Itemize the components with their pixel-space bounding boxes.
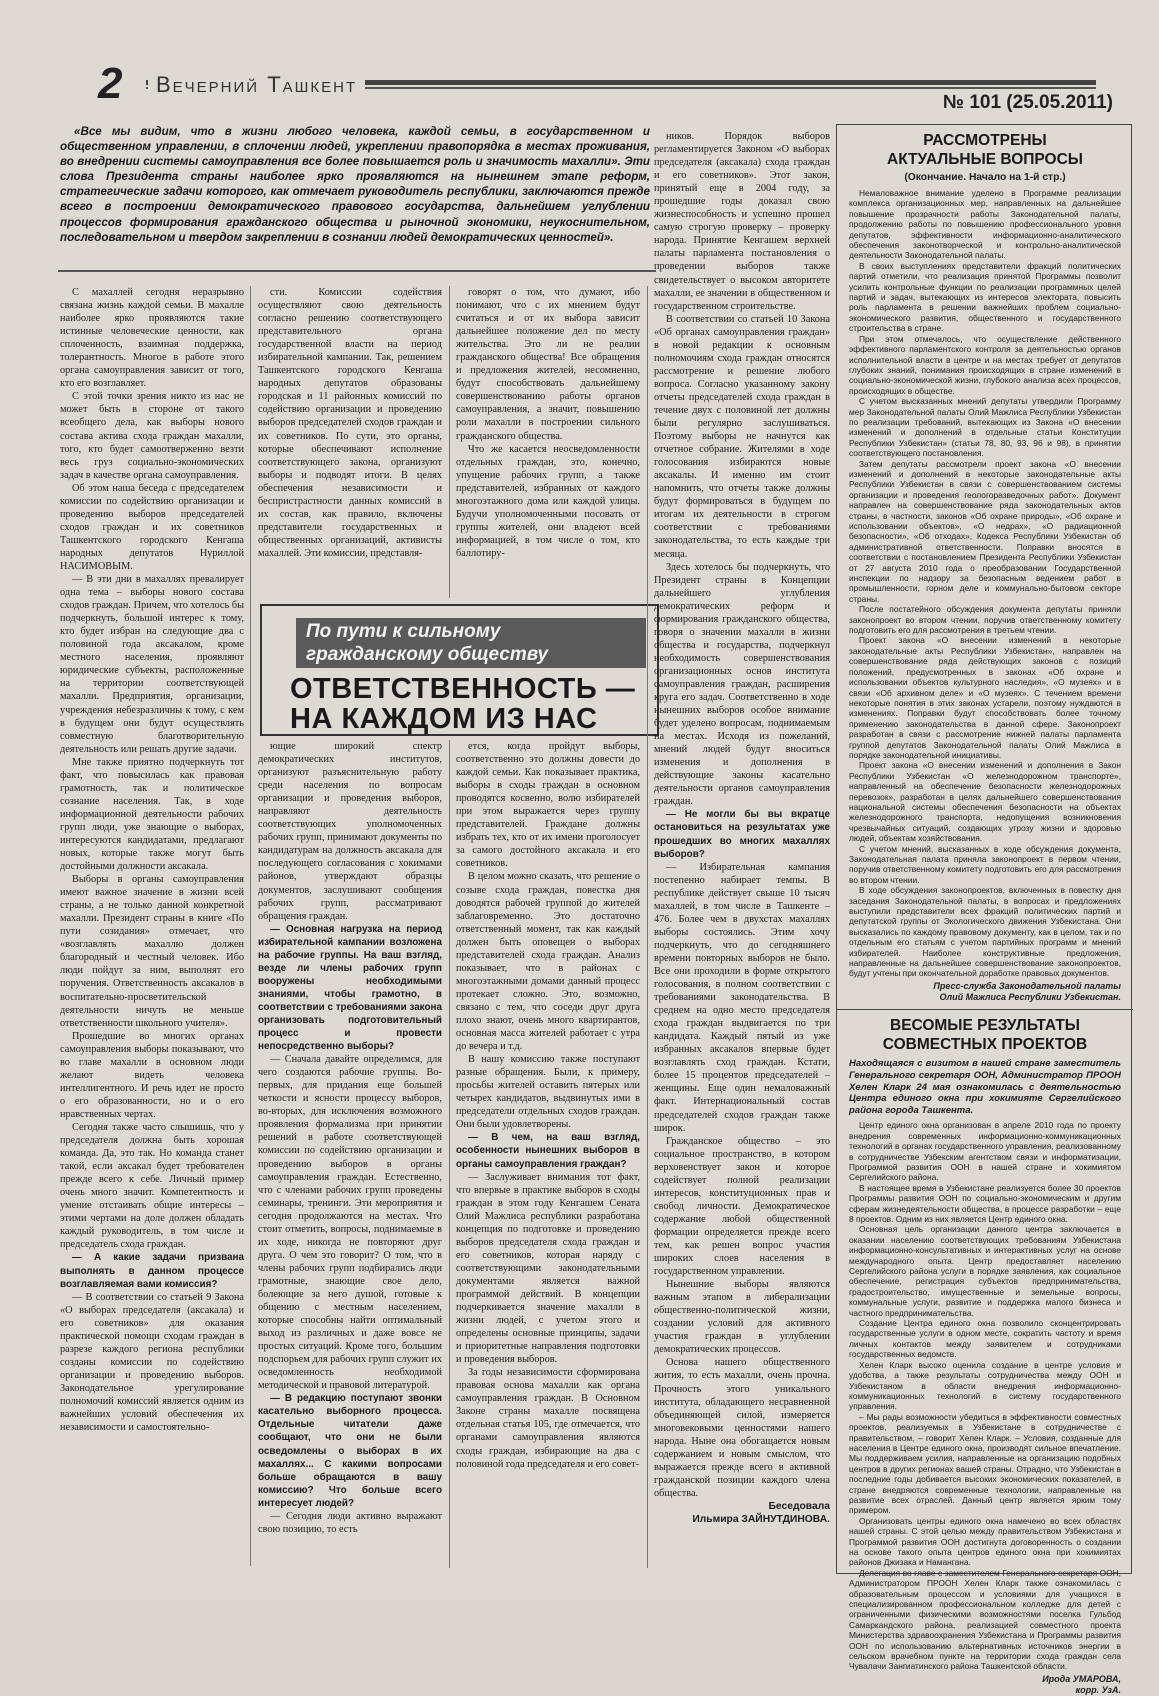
column-divider <box>449 286 450 598</box>
signature-name: Ильмира ЗАЙНУТДИНОВА. <box>692 1513 830 1525</box>
paragraph: Об этом наша беседа с председателем комиссии по содействию организации и проведению выборов председателей сходов граждан и их советников Ташкентского городского Кенгаша народных депутатов Нуриллой НАСИМОВЫМ. <box>60 482 244 572</box>
sidebar-divider <box>837 1009 1133 1011</box>
paragraph: Основа нашего общественного жития, то есть махалли, очень прочна. Прочность этого уникального института, обладающего несравненной объединяющей силой, измеряется многовековыми ценностями нашего народа. Ныне она обогащается новым содержанием и новым смыслом, что выражается прежде всего в активной гражданской позиции каждого члена общества. <box>654 1357 830 1499</box>
column-divider <box>250 286 251 1566</box>
paragraph: — Сегодня люди активно выражают свою позицию, то есть <box>258 1510 442 1535</box>
paragraph: В ходе обсуждения законопроектов, включенных в повестку дня заседания Законодательной палаты, в вопросах и предложениях выступили представители всех фракций политических партий и депутатской группы от Экологического движения Узбекистана. Они высказались по каждому правовому документу, как в целом, так и по отдельным его статьям с учетом партийных программ и мнений избирателей. Наиболее конструктивные предложения, направленные на дальнейшее совершенствование законопроектов, будут учтены при окончательной доработке правовых документов. <box>849 885 1121 979</box>
paragraph: Что же касается неосведомленности отдельных граждан, это, конечно, упущение рабочих групп, а также представителей, избранных от каждого многоэтажного дома или каждой улицы. Будучи уполномоченными посовать от группы жителей, они владеют всей информацией, в том числе о том, кто баллотиру- <box>456 443 640 559</box>
paragraph: В целом можно сказать, что решение о созыве схода граждан, повестка дня доводятся рабочей группой до жителей заблаговременно. Это достаточно ответственный момент, так как каждый должен быть оповещен о выборах представителей схода граждан. Анализ показывает, что в районах с многоэтажными домами данный процесс протекает сложно. Это, возможно, связано с тем, что соседи друг друга плохо знают, очень много квартирантов, основная масса жителей работает с утра до вечера и т.д. <box>456 871 640 1053</box>
paragraph: За годы независимости сформирована правовая основа махалли как органа самоуправления граждан. В Основном Законе страны махалле посвящена отдельная статья 105, где отмечается, что органами самоуправления являются сходы граждан, избирающие на два с половиной года председателя и его совет- <box>456 1367 640 1470</box>
paragraph: Мне также приятно подчеркнуть тот факт, что повысилась как правовая грамотность, так и политическое сознание населения. Так, в ходе информационной деятельности рабочих групп люди, уже знающие о выборах, интересуются кандидатами, предлагают новых, которые также могут быть достойными должности аксакала. <box>60 756 244 873</box>
paragraph: ников. Порядок выборов регламентируется Законом «О выборах председателя (аксакала) схода граждан и его советников». Этот закон, принятый еще в 2004 году, за прошедшие годы доказал свою жизнеспособность и успешно прошел самую строгую проверку – проверку народа. Принятие Кенгашем верхней палаты парламента постановления о проведении выборов также свидетельствует о высоком авторитете махалли, ее значении в общественном и государственном строительстве. <box>654 131 830 312</box>
sidebar-story-2-title: ВЕСОМЫЕ РЕЗУЛЬТАТЫ СОВМЕСТНЫХ ПРОЕКТОВ <box>882 1017 1088 1054</box>
headline-box <box>260 604 659 736</box>
paragraph: — А какие задачи призвана выполнять в данном процессе возглавляемая вами комиссия? <box>60 1252 244 1290</box>
paragraph: Здесь хотелось бы подчеркнуть, что Президент страны в Концепции дальнейшего углубления демократических реформ и формирования гражданского общества, говоря о значении махалли в жизни общества и государства, подчеркнул необходимость совершенствования организационных основ института самоуправления граждан, расширения круга его задач. Соответственно в ходе нынешних выборов особое внимание будет уделено вопросам, поднимаемым на местах. Исходя из пожеланий, мнений людей будут вноситься изменения и дополнения в действующие законы касательно деятельности органов самоуправления граждан. <box>654 561 830 808</box>
sidebar-news <box>836 124 1132 1695</box>
sidebar-story-1-title: РАССМОТРЕНЫ АКТУАЛЬНЫЕ ВОПРОСЫ <box>887 132 1083 168</box>
issue-number: № 101 (25.05.2011) <box>935 92 1113 114</box>
paragraph: — Избирательная кампания постепенно набирает темпы. В республике действует свыше 10 тысяч махаллей, в том числе в Ташкенте – 476. Более чем в двухстах махаллях выборы состоялись. Этим хочу подчеркнуть, что до сегодняшнего времени повторных выборов не было. Все они проходили в форме открытого голосования, в полном соответствии с требованиями законодательства. В среднем на одно место председателя схода граждан выдвигается по три кандидата. Каждый пятый из уже избранных аксакалов впервые будет возглавлять сход граждан. Кстати, более 15 процентов председателей – женщины. Еще один немаловажный факт. Интернациональный состав председателей сходов граждан также широк. <box>654 861 830 1134</box>
paragraph: Гражданское общество – это социальное пространство, в котором верховенствует закон и которое содействует полной реализации интересов, конституционных прав и свобод личности. Демократическое содержание любой общественной формации определяется прежде всего тем, как решен вопрос участия широких слоев населения в государственном управлении. <box>654 1135 830 1278</box>
article-intro: «Все мы видим, что в жизни любого человека, каждой семьи, в государственном и общественном управлении, в сплочении людей, укреплении правопорядка в местах проживания, во внедрении системы самоуправления все более повышается роль и значимость махалли». Эти слова Президента страны наиболее ярко проявляются на нынешнем этапе реформ, стратегические задачи которого, как отмечает руководитель республики, заключаются прежде всего в построении демократического правового государства, дальнейшем углублении процессов формирования гражданского общества и рыночной экономики, неукоснительном, последовательном и твердом закреплении в сознании людей демократических ценностей». <box>60 125 650 244</box>
paragraph: Прошедшие во многих органах самоуправления выборы показывают, что во главе махалли в основном люди желают видеть человека интеллигентного. И речь идет не просто о его образованности, но и о его нравственных чертах. <box>60 1030 244 1120</box>
paragraph: — В редакцию поступают звонки касательно выборного процесса. Отдельные читатели даже сообщают, что они не были осведомлены о выборах в их махаллях... С какими вопросами больше обращаются в вашу комиссию? Что больше всего интересует людей? <box>258 1393 442 1509</box>
paragraph: В соответствии со статьей 10 Закона «Об органах самоуправления граждан» в новой редакции к основным полномочиям схода граждан относятся рассмотрение и решение любого вопроса. Согласно указанному закону отчеты председателей схода граждан в течение двух с половиной лет должны были регулярно заслушиваться. Поэтому выборы не начнутся как отчетное собрание. Жителями в ходе голосования избираются новые аксакалы. И именно им стоит напомнить, что отчеты также должны будут формироваться в будущем по итогам их деятельности в строгом соответствии с требованиями законодательства, то есть каждые три месяца. <box>654 313 830 560</box>
paragraph: Нынешние выборы являются важным этапом в либерализации общественно-политической жизни, создании условий для активного участия граждан в углублении демократических процессов. <box>654 1279 830 1356</box>
paragraph: — В соответствии со статьей 9 Закона «О выборах председателя (аксакала) и его советников» для оказания практической помощи сходам граждан в разрезе каждого региона республики созданы комиссии по содействию организации и проведению выборов. Законодательное урегулирование полномочий комиссий является одним из важнейших условий обеспечения их независимости и самостоятельно- <box>60 1291 244 1434</box>
paragraph: — Основная нагрузка на период избирательной кампании возложена на рабочие группы. На ваш взгляд, везде ли члены рабочих групп вооружены необходимыми знаниями, чтобы грамотно, в соответствии с требованиями закона организовать подготовительный процесс и провести непосредственно выборы? <box>258 923 442 1053</box>
paragraph: С учетом высказанных мнений депутаты утвердили Программу мер Законодательной палаты Олий Мажлиса Республики Узбекистан по реализации требований, вытекающих из Закона «О внесении изменений и дополнений в отдельные статьи Конституции Республики Узбекистан» (статьи 78, 80, 93, 96 и 98), в принятии соответствующего постановления. <box>849 396 1121 459</box>
paragraph: ющие широкий спектр демократических институтов, организуют разъяснительную работу среди населения по вопросам организации и проведения выборов, направляют деятельность соответствующих уполномоченных рабочих групп, принимают документы по кандидатурам на должность аксакала для последующего согласования с хокимами районов, утверждают образцы документов, заслушивают сообщения рабочих групп, рассматривают обращения граждан. <box>258 741 442 922</box>
sidebar-story-2-lead: Находящаяся с визитом в нашей стране заместитель Генерального секретаря ООН, Администратор ПРООН Хелен Кларк 24 мая ознакомилась с деятельностью Центра единого окна при хокимияте Сергелийского района города Ташкента. <box>849 1058 1121 1116</box>
sidebar-story-1-body <box>849 188 1121 979</box>
paragraph: говорят о том, что думают, ибо понимают, что с их мнением будут считаться и от их выбора зависит дальнейшее положение дел по месту жительства. Это ли не реалии гражданского общества! Все обращения и предложения жителей, несомненно, будут способствовать дальнейшему совершенствованию работы органов самоуправления, а значит, повышению роли махалли в построении сильного гражданского общества. <box>456 287 640 442</box>
paragraph: Создание Центра единого окна позволило сконцентрировать государственные услуги в одном месте, сократить частоту и время личных контактов между заявителем и сотрудниками государственных ведомств. <box>849 1318 1121 1360</box>
paragraph: При этом отмечалось, что осуществление действенного эффективного парламентского контроля за деятельностью органов исполнительной власти в центре и на местах требует от депутатов глубоких знаний, понимания происходящих в стране изменений в социально-экономической жизни, глубокого анализа всех процессов, происходящих в обществе. <box>849 333 1121 396</box>
newspaper-name: Вечерний Ташкент <box>148 72 365 98</box>
article-column-3-top <box>456 286 640 598</box>
paragraph: С этой точки зрения никто из нас не может быть в стороне от такого всеобщего дела, как выборы нового состава актива схода граждан махалли, того, кто будет самоотверженно везти весь груз социально-экономических задач в качестве органа самоуправления. <box>60 391 244 481</box>
masthead <box>58 59 1133 113</box>
article-column-2-bottom <box>258 740 442 1568</box>
paragraph: Проект закона «О внесении изменений и дополнения в Закон Республики Узбекистан «О железнодорожном транспорте», направленный на обеспечение безопасности железнодорожных перевозок», разработан в целях дальнейшего совершенствования национальной системы обеспечения безопасности на объектах железнодорожного транспорта, недопущения возникновения чрезвычайных ситуаций, создающих угрозу жизни и здоровью людей, объектам хозяйствования. <box>849 760 1121 844</box>
paragraph: — Сначала давайте определимся, для чего создаются рабочие группы. Во-первых, для придания еще большей четкости и ясности процессу выборов, во-вторых, для исключения возможного проявления формализма при принятии решений в работе соответствующей комиссии по содействию организации и проведению выборов в органы самоуправления граждан. Естественно, что с членами рабочих групп проведены семинары, тренинги. Эти мероприятия и сегодня продолжаются на местах. Что стоит отметить, вопросы, поднимаемые в их ходе, никогда не повторяют друг друга. О чем это говорит? О том, что в члены рабочих групп подбирались люди грамотные, знающие свое дело, болеющие за него душой, готовые к общению с местным населением, которые способны найти оптимальный выход из различных и даже вовсе не простых ситуаций. Кроме того, большим подспорьем для рабочих групп служит их осведомленность необходимой методической и правовой литературой. <box>258 1054 442 1392</box>
paragraph: Сегодня также часто слышишь, что у председателя должна быть хорошая команда. Да, это так. Но команда станет такой, если аксакал будет требователен прежде всего к себе. Личный пример очень много значит. Компетентность и умение отстаивать общие интересы – этими чертами на доле должен обладать каждый руководитель, в том числе и председатель схода граждан. <box>60 1122 244 1251</box>
signature-role: Беседовала <box>768 1500 830 1512</box>
paragraph: Выборы в органы самоуправления имеют важное значение в жизни всей страны, а не только данной конкретной махалли. Президент страны в книге «По пути созидания» отмечает, что «возглавлять махаллю должен благородный и честный человек. Ибо люди пойдут за ним, выполнят его поручения. Ответственность аксакалов в воспитательно-просветительской деятельности ничуть не меньше ответственности школьного учителя». <box>60 874 244 1029</box>
paragraph: С учетом мнений, высказанных в ходе обсуждения документа, Законодательная палата приняла законопроект в первом чтении, поручив ответственному комитету подготовить его для рассмотрения во втором чтении. <box>849 843 1121 885</box>
article-column-3-bottom <box>456 740 640 1568</box>
paragraph: После постатейного обсуждения документа депутаты приняли законопроект во втором чтении, поручив ответственному комитету подготовить его для рассмотрения в третьем чтении. <box>849 604 1121 636</box>
paragraph: Затем депутаты рассмотрели проект закона «О внесении изменений и дополнений в некоторые законодательные акты Республики Узбекистан в связи с совершенствованием системы организации и проведения геологоразведочных работ». Документ направлен на совершенствование ряда законодательных актов страны, в частности, законов «Об охране природы», «Об охране и использовании объектов», «О недрах», «О радиационной безопасности», «Об отходах», Кодекса Республики Узбекистан об административной ответственности. Поправки вносятся в соответствии с постановлением Президента Республики Узбекистан от 27 августа 2010 года о преобразовании Государственной инспекции по надзору за безопасным ведением работ в промышленности, горном деле и коммунально-бытовом секторе страны. <box>849 458 1121 604</box>
paragraph: – Мы рады возможности убедиться в эффективности совместных проектов, реализуемых в Узбекистане в сотрудничестве с правительством, – говорит Хелен Кларк. – Условия, созданные для населения в Центре единого окна, производят сильное впечатление. Мы поддерживаем усилия, направленные на организацию подобных центров в других регионах вашей страны. Отрадно, что Узбекистан в последние годы добивается высоких экономических показателей, в стране внедряются современные технологии, направленные на развитие всех отраслей. Данный центр является ярким тому примером. <box>849 1411 1121 1516</box>
paragraph: В настоящее время в Узбекистане реализуется более 30 проектов Программы развития ООН по социально-экономическим и другим сферам жизнедеятельности общества, в процессе разработки – еще 8 проектов. Одним из них является Центр единого окна. <box>849 1182 1121 1224</box>
paragraph: — Заслуживает внимания тот факт, что впервые в практике выборов в сходы граждан в этом году Кенгашем Сената Олий Мажлиса республики разработана концепция по подготовке и проведению выборов председателя схода граждан и его советников, которая наряду с соответствующими законодательными документами является важной программой действий. В концепции подчеркивается значение махалли в жизни людей, с учетом этого и определены основные принципы, задачи и приоритетные направления подготовки и проведения выборов. <box>456 1171 640 1366</box>
article-column-2-top <box>258 286 442 598</box>
article-column-1 <box>60 286 244 1566</box>
intro-divider <box>58 270 656 272</box>
article-signature <box>654 1500 830 1526</box>
paragraph: Делегация во главе с заместителем Генерального секретаря ООН, Администратором ПРООН Хелен Кларк также ознакомилась с образовательным процессом и условиями для учащихся в специализированном профессиональном колледже для детей с ограниченными физическими возможностями поселка Гульбод Самаркандского района, реализацией совместного проекта Министерства здравоохранения Узбекистана и Программы развития ООН по использованию альтернативных источников энергии в сельском врачебном пункте на территории схода граждан села Чувалачи Зангиатинского района Ташкентской области. <box>849 1567 1121 1672</box>
column-divider <box>449 740 450 1568</box>
sidebar-story-2-body <box>849 1120 1121 1672</box>
paragraph: Центр единого окна организован в апреле 2010 года по проекту внедрения современных информационно-коммуникационных технологий в органах государственного управления, реализованному в сотрудничестве Узбекским агентством связи и информатизации, Программой развития ООН в нашей стране и хокимиятом Сергелийского района. <box>849 1120 1121 1183</box>
paragraph: — В эти дни в махаллях превалирует одна тема – выборы нового состава сходов граждан. Причем, что хотелось бы подчеркнуть, большой интерес к тому, кто будет избран на следующие два с половиной года аксакалом, кроме местного населения, проявляют юридические субъекты, расположенные на территории соответствующей махалли. Предприятия, организации, учреждения небезразличны к тому, с кем в будущем они будут осуществлять совместную благотворительную деятельность или решать другие задачи. <box>60 574 244 755</box>
paragraph: Организовать центры единого окна намечено во всех областях нашей страны. С этой целью между правительством Узбекистана и Программой развития ООН достигнута договоренность о создании на основе такого опыта центров единого окна при хокимиятах районов Джизака и Наманганa. <box>849 1515 1121 1568</box>
sidebar-story-2-signature: Ирода УМАРОВА, корр. УзА. <box>1042 1673 1121 1695</box>
paragraph: С махаллей сегодня неразрывно связана жизнь каждой семьи. В махалле наиболее ярко проявляются такие истинные человеческие ценности, как сплоченность, взаимная поддержка, толерантность. Многое в работе этого органа самоуправления зависит от того, кто его возглавляет. <box>60 287 244 390</box>
column-divider <box>647 286 648 1568</box>
paragraph: Немаловажное внимание уделено в Программе реализации комплекса организационных мер, направленных на дальнейшее повышение прозрачности работы Законодательной палаты, продолжению работы по повышению профессионального уровня депутатов, эффективности информационно-аналитического обеспечения законотворческой и контрольно-аналитической деятельности Законодательной палаты. <box>849 188 1121 261</box>
paragraph: — Не могли бы вы вкратце остановиться на результатах уже прошедших во многих махаллях выборов? <box>654 809 830 860</box>
sidebar-story-1-signature: Пресс-служба Законодательной палаты Олий Мажлиса Республики Узбекистан. <box>933 980 1121 1002</box>
paragraph: В нашу комиссию также поступают разные обращения. Были, к примеру, просьбы жителей оставить пятерых или четырех кандидатов, выдвинутых ими в председатели отдельных сходов граждан. Они были удовлетворены. <box>456 1054 640 1131</box>
article-headline: ОТВЕТСТВЕННОСТЬ — НА КАЖДОМ ИЗ НАС <box>290 673 636 735</box>
paragraph: Проект закона «О внесении изменений в некоторые законодательные акты Республики Узбекистан», направлен на совершенствование ряда действующих законов с позиций положений, предусмотренных в законах «Об охране и использовании объектов культурного наследия», «О музеях» и в связи «Об архивном деле» и «О музеях». С течением времени некоторые понятия в этих законах устарели, поэтому нуждаются в изменениях. Поправки будут способствовать более точному применению законодательства в данной сфере. Законопроект разработан в связи с рассмотрение нижней палаты парламента группой депутатов Законодательной палаты Олий Мажлиса в порядке законодательной инициативы. <box>849 635 1121 760</box>
page-number: 2 <box>98 59 123 108</box>
paragraph: В своих выступлениях представители фракций политических партий отметили, что реализация принятой Программы позволит усилить контрольные функции по реализации программных целей партий и задач, вытекающих из интересов электората, повысить роль парламента в решении важнейших проблем социально-экономического развития, общественного и государственного строительства в стране. <box>849 260 1121 334</box>
paragraph: ется, когда пройдут выборы, соответственно это должны довести до каждой семьи. Как показывает практика, выборы в сходы граждан в основном проводятся косвенно, волю избирателей при этом выражается через группу представителей. Граждане должны избрать тех, кто от их имени проголосует за самого достойного аксакала и его советников. <box>456 741 640 870</box>
paragraph: Хелен Кларк высоко оценила создание в центре условия и удобства, а также результаты сотрудничества между ООН и Узбекистаном в области внедрения информационно-коммуникационных технологий в систему государственного управления. <box>849 1359 1121 1412</box>
article-column-4 <box>654 130 830 1570</box>
paragraph: Основная цель организации данного центра заключается в оказании населению соответствующих требованиям Узбекистана информационно-консультативных и интерактивных услуг на основе международного опыта. Центр предоставляет населению Сергелийского района услуги в порядке заявления, как социальное обеспечение, регистрация субъектов предпринимательства, градостроительство, имущественные и земельные вопросы, коммунальные услуги, развитие и поддержка малого бизнеса и частного предпринимательства. <box>849 1224 1121 1318</box>
paragraph: сти. Комиссии содействия осуществляют свою деятельность согласно решению соответствующего представительного органа государственной власти на период избирательной кампании. Так, решением Ташкентского городского Кенгаша народных депутатов образованы городская и 11 районных комиссий по содействию организации и проведению выборов председателей сходов граждан и их советников. По сути, это органы, которые обеспечивают исполнение соответствующего закона, организуют выборы и подводят итоги. В целях обеспечения независимости и беспристрастности данных комиссий в их состав, как правило, включены представители государственных и общественных организаций, активисты махаллей. Эти комиссии, представля- <box>258 287 442 559</box>
sidebar-story-1-subtitle: (Окончание. Начало на 1-й стр.) <box>904 172 1066 183</box>
paragraph: — В чем, на ваш взгляд, особенности нынешних выборов в органы самоуправления граждан? <box>456 1132 640 1170</box>
headline-kicker: По пути к сильному гражданскому обществу <box>296 618 646 668</box>
